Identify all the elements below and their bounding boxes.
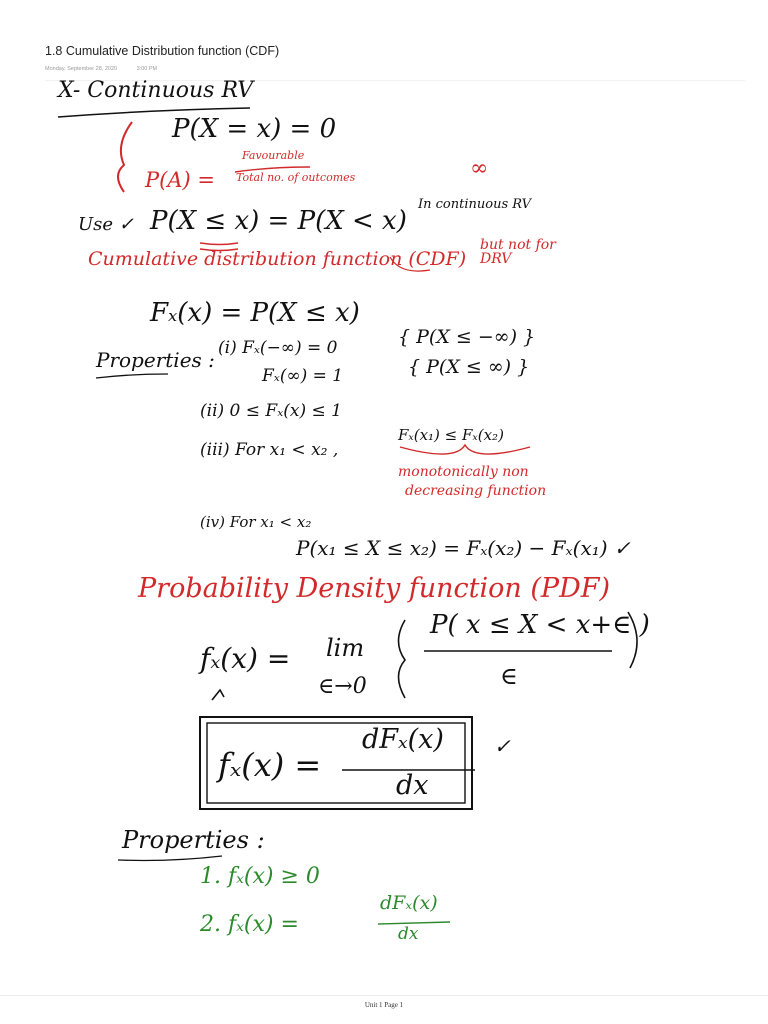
pdf-limit-numerator: P( x ≤ X < x+∈ ) (430, 610, 650, 640)
property-i-a-note: { P(X ≤ −∞) } (398, 326, 536, 348)
page-footer: Unit 1 Page 1 (364, 1001, 404, 1009)
page-date: Monday, September 28, 2020 (45, 66, 118, 72)
eq-classical-num: Favourable (242, 149, 305, 162)
pdf-box-denominator: dx (396, 770, 429, 801)
properties-heading-1: Properties : (96, 348, 215, 372)
pdf-property-2-numerator: dFₓ(x) (380, 892, 438, 914)
note-not-drv: but not for DRV (480, 237, 556, 267)
property-i-b-note: { P(X ≤ ∞) } (408, 356, 530, 378)
heading-continuous-rv: X- Continuous RV (58, 78, 254, 103)
pdf-limit-sub: ∈→0 (318, 674, 367, 699)
eq-classical-den: Total no. of outcomes (236, 171, 356, 184)
heading-pdf: Probability Density function (PDF) (138, 573, 610, 604)
eq-classical-prob: P(A) = (145, 168, 215, 192)
pdf-limit-lim: lim (326, 634, 365, 662)
pdf-property-1: 1. fₓ(x) ≥ 0 (200, 864, 320, 889)
page-time: 3:00 PM (136, 66, 158, 72)
pdf-limit-denominator: ∈ (500, 662, 518, 690)
page-title: 1.8 Cumulative Distribution function (CDF) (45, 44, 280, 58)
properties-heading-2: Properties : (122, 826, 265, 854)
property-iv: (iv) For x₁ < x₂ (200, 513, 312, 531)
eq-point-prob: P(X = x) = 0 (172, 114, 337, 144)
note-continuous-rv: In continuous RV (418, 197, 531, 212)
note-monotonic-2: decreasing function (405, 483, 547, 499)
pdf-property-2-denominator: dx (398, 924, 419, 944)
property-iv-equation: P(x₁ ≤ X ≤ x₂) = Fₓ(x₂) − Fₓ(x₁) ✓ (296, 536, 631, 560)
property-iii: (iii) For x₁ < x₂ , (200, 440, 339, 460)
property-i-b: Fₓ(∞) = 1 (262, 366, 344, 386)
eq-cdf-equivalence: P(X ≤ x) = P(X < x) (150, 206, 407, 236)
pdf-property-2: 2. fₓ(x) = (200, 912, 299, 937)
property-i-a: (i) Fₓ(−∞) = 0 (218, 338, 338, 358)
property-ii: (ii) 0 ≤ Fₓ(x) ≤ 1 (200, 401, 342, 421)
infinity-symbol: ∞ (470, 156, 489, 181)
heading-cdf: Cumulative distribution function (CDF) (88, 248, 467, 270)
property-iii-relation: Fₓ(x₁) ≤ Fₓ(x₂) (398, 426, 504, 444)
use-label: Use ✓ (78, 214, 134, 235)
check-icon: ✓ (494, 734, 511, 758)
pdf-box-lhs: fₓ(x) = (218, 746, 322, 784)
pdf-limit-lhs: fₓ(x) = (200, 642, 291, 675)
eq-cdf-definition: Fₓ(x) = P(X ≤ x) (150, 298, 360, 328)
footer-divider (0, 995, 768, 996)
note-monotonic-1: monotonically non (398, 464, 529, 480)
pdf-box-numerator: dFₓ(x) (362, 724, 444, 755)
